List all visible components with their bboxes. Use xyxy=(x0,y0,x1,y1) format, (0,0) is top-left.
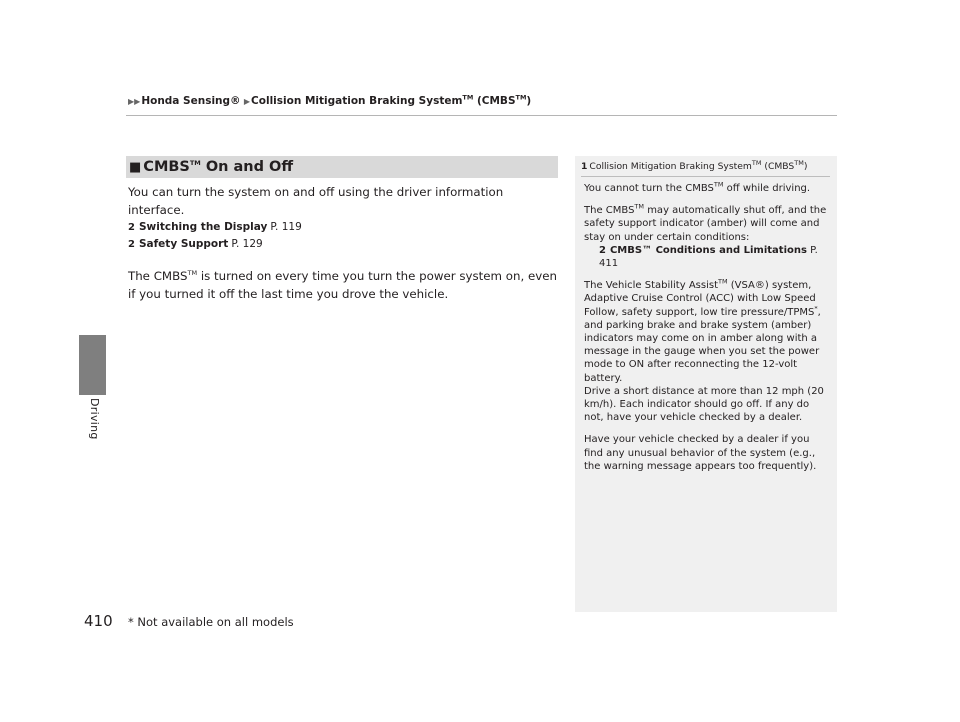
square-bullet-icon: ■ xyxy=(129,159,142,175)
body-paragraph: The CMBS™ is turned on every time you turn the power system on, even if you turned it off the last time you drove the vehicle. xyxy=(128,269,557,301)
footnote: * Not available on all models xyxy=(128,615,294,629)
note-paragraph: You cannot turn the CMBS™ off while driving. xyxy=(584,180,811,194)
notes-panel-body xyxy=(581,182,830,473)
body-paragraph: You can turn the system on and off using the driver information interface. xyxy=(128,185,504,217)
main-content xyxy=(128,183,558,303)
breadcrumb xyxy=(128,95,531,107)
notes-panel-heading: 1 Collision Mitigation Braking System™ (CMBS™) xyxy=(581,158,808,172)
note-paragraph: Have your vehicle checked by a dealer if you find any unusual behavior of the system (e.g., the warning message appears too frequently). xyxy=(584,434,817,472)
header-divider xyxy=(126,115,837,116)
breadcrumb-item-cmbs[interactable]: Collision Mitigation Braking System™ (CMBS™) xyxy=(251,93,532,107)
note-paragraph: The CMBS™ may automatically shut off, and the safety support indicator (amber) will come and stay on under certain conditions: xyxy=(584,202,827,243)
notes-panel xyxy=(575,156,837,612)
reference-arrow-icon: 2 xyxy=(128,239,135,250)
note-paragraph: The Vehicle Stability Assist™ (VSA®) system, Adaptive Cruise Control (ACC) with Low Speed Follow, safety support, low tire pressure/TPMS*, and parking brake and brake system (amber) indicators may come on in amber along with a message in the gauge when you set the power mode to ON after reconnecting the 12-volt battery. xyxy=(584,277,821,384)
cross-reference-cmbs-limitations[interactable]: 2 CMBS™ Conditions and Limitations P. 411 xyxy=(599,244,818,270)
page-number: 410 xyxy=(84,612,113,630)
section-heading xyxy=(126,156,558,178)
cross-reference-switching-display[interactable]: 2 Switching the Display P. 119 xyxy=(128,219,558,236)
notes-panel-divider xyxy=(581,176,830,177)
note-paragraph: Drive a short distance at more than 12 mph (20 km/h). Each indicator should go off. If any do not, have your vehicle checked by a dealer. xyxy=(584,385,824,424)
section-title: CMBS™ On and Off xyxy=(143,159,294,175)
chapter-tab-marker xyxy=(79,335,106,395)
double-arrow-icon: ▶▶ xyxy=(128,97,141,106)
reference-arrow-icon: 2 xyxy=(128,222,135,233)
reference-arrow-icon: 2 xyxy=(599,244,606,256)
arrow-icon: ▶ xyxy=(243,97,251,106)
breadcrumb-item-honda-sensing[interactable]: Honda Sensing® xyxy=(141,95,241,107)
note-marker-icon: 1 xyxy=(581,161,588,172)
cross-reference-safety-support[interactable]: 2 Safety Support P. 129 xyxy=(128,236,558,253)
chapter-label: Driving xyxy=(88,398,101,440)
